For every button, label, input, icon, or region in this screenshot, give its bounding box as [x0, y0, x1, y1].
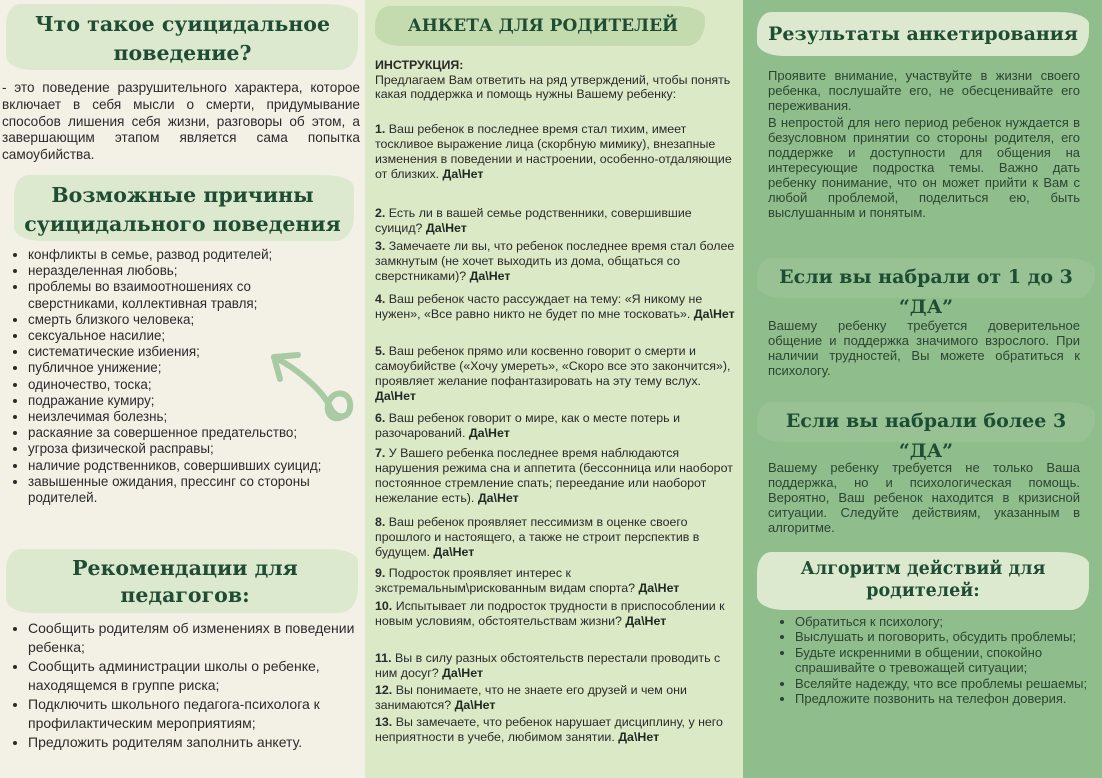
- question-number: 2.: [375, 206, 386, 220]
- reason-item: • смерть близкого человека;: [28, 312, 328, 328]
- score-1-3-title: Если вы набрали от 1 до 3 “ДА”: [779, 266, 1073, 318]
- hand-drawn-arrow-icon: [268, 345, 358, 425]
- yes-no-answer[interactable]: Да\Нет: [425, 221, 467, 236]
- question-number: 8.: [375, 515, 386, 529]
- question-item: [375, 122, 735, 182]
- reason-item: • завышенные ожидания, прессинг со стороны родителей.: [28, 474, 328, 506]
- question-item: [375, 292, 735, 322]
- reason-item: • проблемы во взаимоотношениях со сверстниками, коллективная травля;: [28, 279, 328, 311]
- algorithm-title: Алгоритм действий для родителей:: [800, 559, 1046, 601]
- score-more-3-title: Если вы набрали более 3 “ДА”: [785, 410, 1067, 462]
- question-text: Ваш ребенок говорит о мире, как о месте потерь и разочарований.: [375, 411, 680, 441]
- rec-item: • Подключить школьного педагога-психолога к профилактическим мероприятиям;: [28, 695, 363, 733]
- question-item: [375, 206, 735, 236]
- instruction-label: ИНСТРУКЦИЯ:: [375, 58, 464, 72]
- reason-item: • угроза физической расправы;: [28, 441, 328, 457]
- question-item: [375, 599, 735, 629]
- question-number: 4.: [375, 292, 386, 306]
- results-title: Результаты анкетирования: [768, 23, 1078, 45]
- yes-no-answer[interactable]: Да\Нет: [375, 389, 416, 404]
- reason-item: • сексуальное насилие;: [28, 328, 328, 344]
- reasons-title: Возможные причины суицидального поведения: [24, 183, 341, 236]
- reason-item: • неразделенная любовь;: [28, 263, 328, 279]
- reason-item: • наличие родственников, совершивших суицид;: [28, 458, 328, 474]
- rec-item: • Предложить родителям заполнить анкету.: [28, 733, 363, 752]
- question-item: [375, 715, 735, 745]
- question-text: Подросток проявляет интерес к экстремальным\рискованным видам спорта?: [375, 566, 636, 596]
- question-item: [375, 446, 735, 506]
- rec-item: • Сообщить родителям об изменениях в поведении ребенка;: [28, 619, 363, 657]
- question-number: 6.: [375, 411, 386, 425]
- question-item: [375, 515, 735, 560]
- yes-no-answer[interactable]: Да\Нет: [638, 581, 680, 596]
- recs-title: Рекомендации для педагогов:: [72, 556, 298, 607]
- yes-no-answer[interactable]: Да\Нет: [477, 491, 519, 506]
- rec-item: • Сообщить администрации школы о ребенке, находящемся в группе риска;: [28, 657, 363, 695]
- question-number: 10.: [375, 599, 393, 613]
- yes-no-answer[interactable]: Да\Нет: [618, 730, 660, 745]
- algorithm-item: • Предложите позвонить на телефон доверия.: [795, 691, 1102, 706]
- reason-item: • систематические избиения;: [28, 344, 328, 360]
- left-panel: [0, 0, 365, 778]
- question-number: 13.: [375, 715, 393, 729]
- question-number: 3.: [375, 239, 386, 253]
- instruction-text: Предлагаем Вам ответить на ряд утверждений, чтобы понять какая поддержка и помощь нужны Вашему ребенку:: [375, 73, 731, 101]
- questionnaire-title: АНКЕТА ДЛЯ РОДИТЕЛЕЙ: [407, 16, 679, 36]
- yes-no-answer[interactable]: Да\Нет: [454, 698, 496, 713]
- algorithm-item: • Вселяйте надежду, что все проблемы решаемы;: [795, 676, 1102, 691]
- question-item: [375, 411, 735, 441]
- definition-text: - это поведение разрушительного характера, которое включает в себя мысли о смерти, придумывание способов лишения себя жизни, разговоры об этом, а завершающим этапом является сама попытка самоубийства.: [2, 80, 360, 163]
- algorithm-item: • Будьте искренними в общении, спокойно спрашивайте о тревожащей ситуации;: [795, 645, 1102, 676]
- score-1-3-text: Вашему ребенку требуется доверительное общение и поддержка значимого взрослого. При наличии трудностей, Вы можете обратиться к психологу.: [768, 318, 1080, 378]
- results-paragraph-1: Проявите внимание, участвуйте в жизни своего ребенка, послушайте его, не обесценивайте его переживания.: [768, 68, 1080, 113]
- question-text: Испытывает ли подросток трудности в приспособлении к новым условиям, обстоятельствам жизни?: [375, 599, 725, 629]
- reason-item: • публичное унижение;: [28, 360, 328, 376]
- question-text: Ваш ребенок прямо или косвенно говорит о смерти и самоубийстве («Хочу умереть», «Скоро все это закончится»), проявляет желание пофантазировать на эту тему вслух.: [375, 344, 731, 389]
- yes-no-answer[interactable]: Да\Нет: [469, 269, 511, 284]
- question-number: 7.: [375, 446, 386, 460]
- question-text: Вы замечаете, что ребенок нарушает дисциплину, у него неприятности в учебе, любимом занятии.: [375, 715, 723, 745]
- question-number: 11.: [375, 651, 392, 665]
- yes-no-answer[interactable]: Да\Нет: [468, 426, 510, 441]
- question-text: Есть ли в вашей семье родственники, совершившие суицид?: [375, 206, 692, 236]
- question-text: Замечаете ли вы, что ребенок последнее время стал более замкнутым (не хочет выходить из дома, общаться со сверстниками)?: [375, 239, 735, 284]
- question-text: Вы в силу разных обстоятельств перестали проводить с ним досуг?: [375, 651, 721, 681]
- reason-item: • раскаяние за совершенное предательство;: [28, 425, 328, 441]
- algorithm-list: [767, 614, 1102, 706]
- question-text: Ваш ребенок часто рассуждает на тему: «Я никому не нужен», «Все равно никто не будет по мне тосковать».: [375, 292, 703, 322]
- what-is-title: Что такое суицидальное поведение?: [34, 12, 331, 65]
- yes-no-answer[interactable]: Да\Нет: [442, 666, 484, 681]
- question-text: Ваш ребенок в последнее время стал тихим, имеет тоскливое выражение лица (скорбную мимику), внезапные изменения в поведении и настроении, особенно-отдаляющие от близких.: [375, 122, 732, 182]
- reason-item: • конфликты в семье, развод родителей;: [28, 247, 328, 263]
- reason-item: • одиночество, тоска;: [28, 377, 328, 393]
- question-number: 1.: [375, 122, 386, 136]
- question-item: [375, 239, 735, 284]
- question-item: [375, 566, 735, 596]
- question-number: 9.: [375, 566, 386, 580]
- yes-no-answer[interactable]: Да\Нет: [693, 307, 735, 322]
- question-text: У Вашего ребенка последнее время наблюдаются нарушения режима сна и аппетита (бессонница или наоборот постоянное стремление спать; переедание или наоборот нежелание есть).: [375, 446, 733, 506]
- question-item: [375, 683, 735, 713]
- algorithm-item: • Обратиться к психологу;: [795, 614, 1102, 629]
- algorithm-item: • Выслушать и поговорить, обсудить проблемы;: [795, 629, 1102, 644]
- question-text: Вы понимаете, что не знаете его друзей и чем они занимаются?: [375, 683, 687, 713]
- reason-item: • подражание кумиру;: [28, 393, 328, 409]
- questionnaire-panel: [365, 0, 743, 778]
- results-panel: [743, 0, 1102, 778]
- question-text: Ваш ребенок проявляет пессимизм в оценке своего прошлого и настоящего, а также не строит перспектив в будущем.: [375, 515, 700, 560]
- question-item: [375, 344, 735, 404]
- yes-no-answer[interactable]: Да\Нет: [625, 614, 667, 629]
- question-number: 5.: [375, 344, 386, 358]
- recs-list: [0, 619, 363, 752]
- score-more-3-text: Вашему ребенку требуется не только Ваша поддержка, но и психологическая помощь. Вероятно, Ваш ребенок находится в кризисной ситуации. Следуйте действиям, указанным в алгоритме.: [768, 460, 1080, 535]
- results-paragraph-2: В непростой для него период ребенок нуждается в безусловном принятии со стороны родителя, его поддержке и доступности для общения на интересующие подростка темы. Важно дать ребенку понимание, что он может прийти к Вам с любой проблемой, поделиться ею, быть выслушанным и понятым.: [768, 115, 1080, 220]
- question-number: 12.: [375, 683, 393, 697]
- question-item: [375, 651, 735, 681]
- yes-no-answer[interactable]: Да\Нет: [442, 167, 484, 182]
- reason-item: • неизлечимая болезнь;: [28, 409, 328, 425]
- yes-no-answer[interactable]: Да\Нет: [433, 545, 475, 560]
